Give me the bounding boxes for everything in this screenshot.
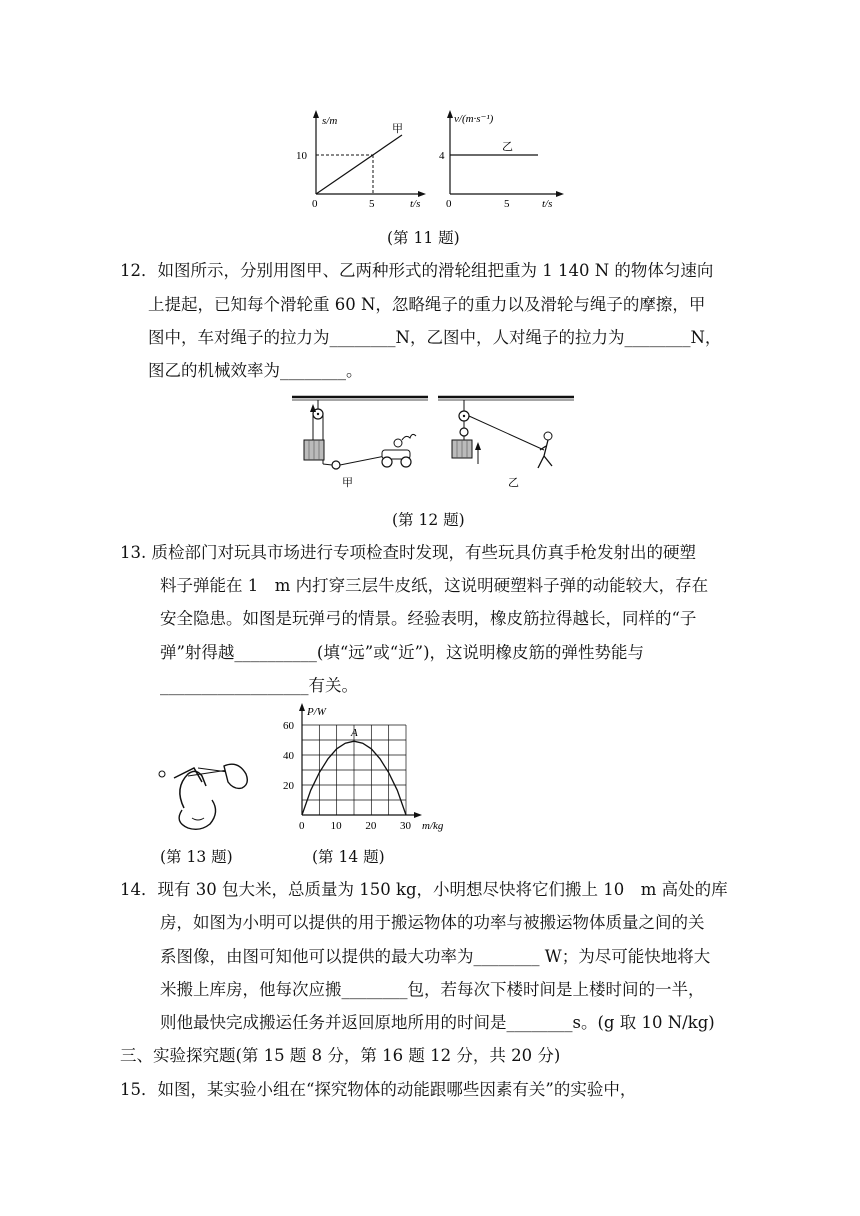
- fig12-pulley-yi: [436, 390, 576, 490]
- fig11-yi-y-label: v/(m·s⁻¹): [454, 113, 494, 125]
- fig11-jia-x-tick: 5: [369, 198, 375, 210]
- fig14-x-tick-label: 0: [299, 820, 305, 832]
- fig11-yi-x-label: t/s: [542, 198, 553, 210]
- q13-line-1: 13. 质检部门对玩具市场进行专项检查时发现，有些玩具仿真手枪发射出的硬塑: [120, 543, 696, 562]
- fig11-yi-y-tick: 4: [439, 150, 445, 162]
- fig14-x-tick-label: 20: [365, 820, 377, 832]
- q12-line-1: 12．如图所示，分别用图甲、乙两种形式的滑轮组把重为 1 140 N 的物体匀速向: [120, 261, 714, 280]
- fig11-jia-line-label: 甲: [392, 123, 403, 135]
- q15-line-1: 15．如图，某实验小组在“探究物体的动能跟哪些因素有关”的实验中，: [120, 1080, 637, 1099]
- section-3-heading: 三、实验探究题(第 15 题 8 分，第 16 题 12 分，共 20 分): [120, 1046, 561, 1065]
- q13-line-2: 料子弹能在 1 m 内打穿三层牛皮纸，这说明硬塑料子弹的动能较大，存在: [160, 576, 709, 595]
- fig11-graph-jia: [292, 108, 428, 212]
- fig11-jia-origin: 0: [312, 198, 318, 210]
- fig12-label-yi: 乙: [508, 477, 519, 489]
- fig14-point-a-label: A: [351, 727, 358, 739]
- fig12-caption: (第 12 题): [392, 511, 465, 529]
- q12-line-2: 上提起，已知每个滑轮重 60 N，忽略绳子的重力以及滑轮与绳子的摩擦，甲: [148, 295, 706, 314]
- fig14-axes: [299, 703, 422, 818]
- fig14-caption: (第 14 题): [312, 848, 385, 866]
- fig14-x-tick-label: 10: [330, 820, 342, 832]
- q14-line-5: 则他最快完成搬运任务并返回原地所用的时间是________s。(g 取 10 N/kg): [160, 1013, 715, 1032]
- fig11-graph-yi: [434, 108, 568, 212]
- q13-line-5: __________________有关。: [160, 676, 358, 695]
- q13-line-3: 安全隐患。如图是玩弹弓的情景。经验表明，橡皮筋拉得越长，同样的“子: [160, 609, 697, 628]
- fig11-caption: (第 11 题): [387, 229, 460, 247]
- fig13-slingshot-illustration: [154, 748, 258, 834]
- fig12-label-jia: 甲: [342, 477, 353, 489]
- fig14-power-mass-chart: [278, 703, 458, 833]
- fig14-y-tick-label: 60: [283, 720, 294, 732]
- q13-line-4: 弹”射得越__________(填“远”或“近”)，这说明橡皮筋的弹性势能与: [160, 643, 645, 662]
- fig13-caption: (第 13 题): [160, 848, 233, 866]
- fig14-y-axis-label: P/W: [307, 706, 326, 718]
- fig14-y-tick-label: 40: [283, 750, 294, 762]
- q14-line-4: 米搬上库房，他每次应搬________包，若每次下楼时间是上楼时间的一半，: [160, 980, 705, 999]
- fig11-jia-y-label: s/m: [322, 115, 338, 127]
- fig11-yi-line-label: 乙: [502, 141, 513, 153]
- q14-line-2: 房，如图为小明可以提供的用于搬运物体的功率与被搬运物体质量之间的关: [160, 913, 705, 932]
- fig11-yi-origin: 0: [446, 198, 452, 210]
- q14-line-3: 系图像，由图可知他可以提供的最大功率为________ W；为尽可能快地将大: [160, 947, 711, 966]
- fig12-pulley-jia: [290, 390, 430, 490]
- fig11-jia-x-label: t/s: [410, 198, 421, 210]
- fig14-x-tick-label: 30: [400, 820, 411, 832]
- fig14-x-axis-label: m/kg: [422, 820, 444, 832]
- q14-line-1: 14．现有 30 包大米，总质量为 150 kg，小明想尽快将它们搬上 10 m 高处的库: [120, 880, 728, 899]
- q12-line-4: 图乙的机械效率为________。: [148, 361, 363, 380]
- fig11-yi-x-tick: 5: [504, 198, 510, 210]
- fig14-y-tick-label: 20: [283, 780, 294, 792]
- q12-line-3: 图中，车对绳子的拉力为________N，乙图中，人对绳子的拉力为________N，: [148, 328, 722, 347]
- fig11-jia-y-tick: 10: [296, 150, 307, 162]
